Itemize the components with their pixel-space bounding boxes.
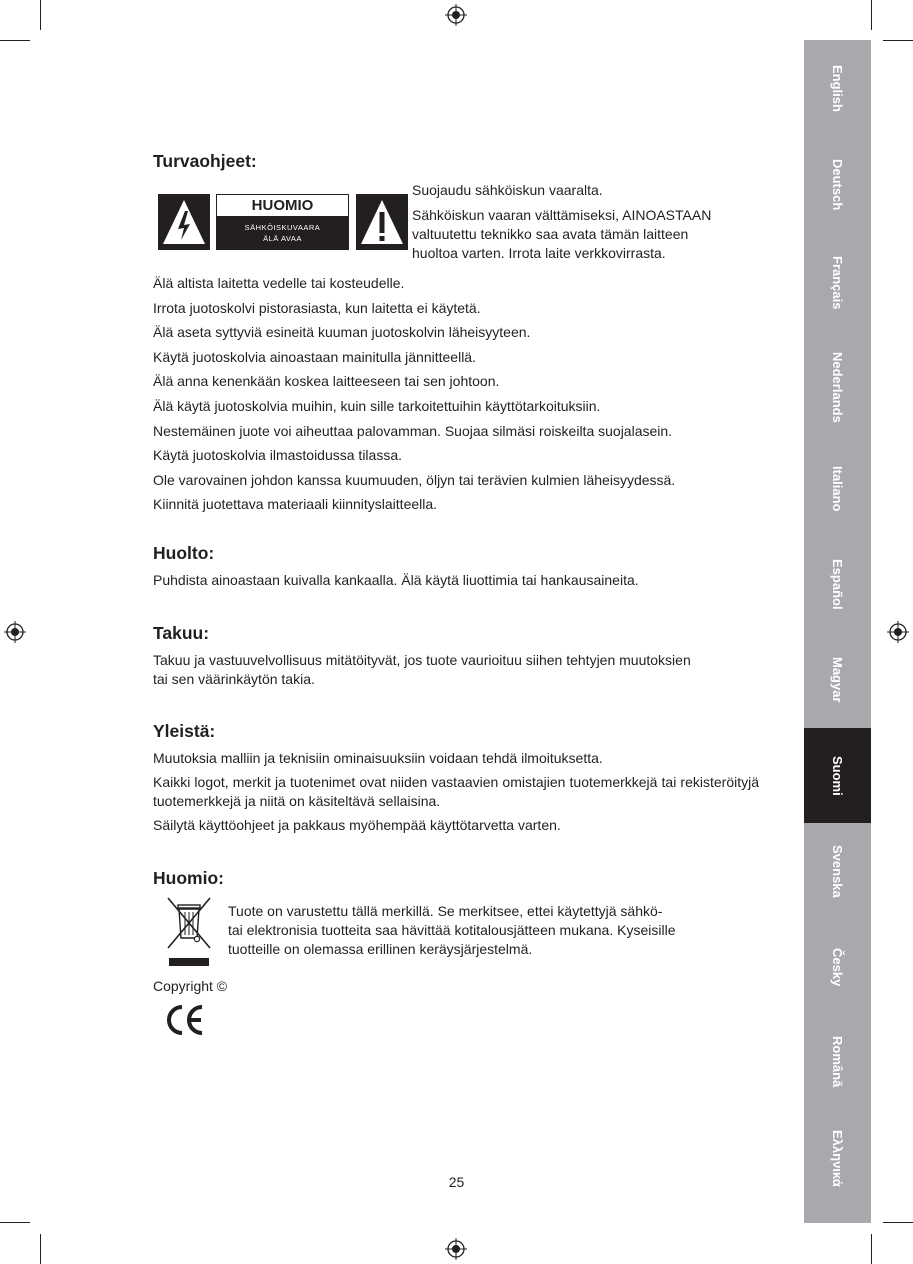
safety-intro-line: Sähköiskun vaaran välttämiseksi, AINOASTAAN: [412, 207, 712, 223]
crop-mark: [883, 1222, 913, 1223]
safety-intro: [412, 181, 772, 263]
registration-mark-icon: [887, 621, 909, 643]
warning-label-line: ÄLÄ AVAA: [263, 234, 302, 243]
crop-mark: [871, 0, 872, 30]
exclamation-warning-icon: [356, 194, 408, 250]
crop-mark: [871, 1234, 872, 1264]
tab-label: Česky: [830, 947, 845, 987]
warning-label: [216, 194, 349, 250]
tab-label: Español: [830, 558, 845, 610]
electric-shock-warning-icon: [158, 194, 210, 250]
tab-espanol[interactable]: [804, 536, 871, 632]
language-tab-bar: [804, 40, 871, 1223]
general-paragraph: Säilytä käyttöohjeet ja pakkaus myöhempää käyttötarvetta varten.: [153, 817, 561, 833]
safety-item: Älä aseta syttyviä esineitä kuuman juotoskolvin läheisyyteen.: [153, 324, 531, 341]
tab-italiano[interactable]: [804, 442, 871, 536]
safety-intro-line: valtuutettu teknikko saa avata tämän laitteen: [412, 226, 689, 242]
tab-label: Svenska: [830, 845, 845, 898]
safety-item: Älä anna kenenkään koskea laitteeseen tai sen johtoon.: [153, 373, 500, 390]
tab-label: Deutsch: [830, 159, 845, 211]
tab-label: Suomi: [830, 755, 845, 796]
crop-mark: [40, 0, 41, 30]
warranty-line: Takuu ja vastuuvelvollisuus mitätöityvät, jos tuote vaurioituu siihen tehtyjen muutoksien: [153, 652, 691, 668]
warranty-line: tai sen väärinkäytön takia.: [153, 671, 315, 687]
warning-label-title: HUOMIO: [217, 195, 348, 217]
warranty-heading: Takuu:: [153, 623, 210, 643]
tab-label: Italiano: [830, 466, 845, 512]
tab-romana[interactable]: [804, 1014, 871, 1110]
safety-item: Käytä juotoskolvia ainoastaan mainitulla jännitteellä.: [153, 348, 476, 365]
copyright-text: Copyright ©: [153, 978, 228, 994]
crop-mark: [883, 40, 913, 41]
crop-mark: [40, 1234, 41, 1264]
safety-item: Irrota juotoskolvi pistorasiasta, kun laitetta ei käytetä.: [153, 299, 481, 316]
safety-item: Käytä juotoskolvia ilmastoidussa tilassa.: [153, 447, 403, 464]
notice-line: tai elektronisia tuotteita saa hävittää kotitalousjätteen mukana. Kyseisille: [228, 922, 676, 938]
tab-magyar[interactable]: [804, 632, 871, 728]
crossed-out-wheelie-bin-icon: [166, 896, 212, 968]
tab-label: Română: [830, 1036, 845, 1088]
ce-mark-icon: [164, 1003, 206, 1037]
safety-intro-line: Suojaudu sähköiskun vaaralta.: [412, 182, 603, 198]
safety-intro-line: huoltoa varten. Irrota laite verkkovirrasta.: [412, 245, 666, 261]
tab-english[interactable]: [804, 40, 871, 136]
safety-heading: Turvaohjeet:: [153, 151, 257, 171]
tab-label: English: [830, 64, 845, 112]
safety-list: [153, 271, 759, 517]
registration-mark-icon: [445, 1238, 467, 1260]
tab-nederlands[interactable]: [804, 332, 871, 442]
tab-suomi[interactable]: [804, 728, 871, 823]
safety-item: Ole varovainen johdon kanssa kuumuuden, öljyn tai terävien kulmien läheisyydessä.: [153, 471, 676, 488]
maintenance-heading: Huolto:: [153, 543, 215, 563]
general-paragraph: Kaikki logot, merkit ja tuotenimet ovat niiden vastaavien omistajien tuotemerkkejä tai rekisteröityjä tuotemerkkejä ja niitä on käsiteltävä sellaisina.: [153, 774, 759, 809]
tab-label: Nederlands: [830, 351, 845, 423]
general-paragraph: Muutoksia malliin ja teknisiin ominaisuuksiin voidaan tehdä ilmoituksetta.: [153, 750, 603, 766]
registration-mark-icon: [4, 621, 26, 643]
tab-deutsch[interactable]: [804, 136, 871, 234]
notice-line: Tuote on varustettu tällä merkillä. Se merkitsee, ettei käytettyjä sähkö-: [228, 903, 663, 919]
safety-item: Nestemäinen juote voi aiheuttaa palovamman. Suojaa silmäsi roiskeilta suojalasein.: [153, 422, 673, 439]
tab-greek[interactable]: [804, 1110, 871, 1206]
tab-label: Ελληνικά: [830, 1129, 845, 1187]
notice-heading: Huomio:: [153, 868, 224, 888]
notice-line: tuotteille on olemassa erillinen keräysjärjestelmä.: [228, 941, 533, 957]
safety-item: Älä altista laitetta vedelle tai kosteudelle.: [153, 275, 405, 291]
tab-label: Français: [830, 256, 845, 310]
page-number: 25: [448, 1174, 465, 1190]
safety-item: Kiinnitä juotettava materiaali kiinnityslaitteella.: [153, 496, 438, 513]
general-heading: Yleistä:: [153, 721, 216, 741]
general-text: [153, 749, 759, 835]
warning-label-line: SÄHKÖISKUVAARA: [244, 223, 321, 232]
crop-mark: [0, 40, 30, 41]
warning-label-subtitle: [217, 217, 348, 250]
registration-mark-icon: [445, 4, 467, 26]
warranty-text: [153, 651, 759, 689]
tab-label: Magyar: [830, 657, 845, 703]
safety-item: Älä käytä juotoskolvia muihin, kuin sille tarkoitettuihin käyttötarkoituksiin.: [153, 397, 601, 414]
tab-cesky[interactable]: [804, 920, 871, 1014]
crop-mark: [0, 1222, 30, 1223]
tab-francais[interactable]: [804, 234, 871, 332]
maintenance-text: Puhdista ainoastaan kuivalla kankaalla. Älä käytä liuottimia tai hankausaineita.: [153, 572, 639, 588]
tab-svenska[interactable]: [804, 823, 871, 920]
notice-text: [228, 902, 748, 959]
